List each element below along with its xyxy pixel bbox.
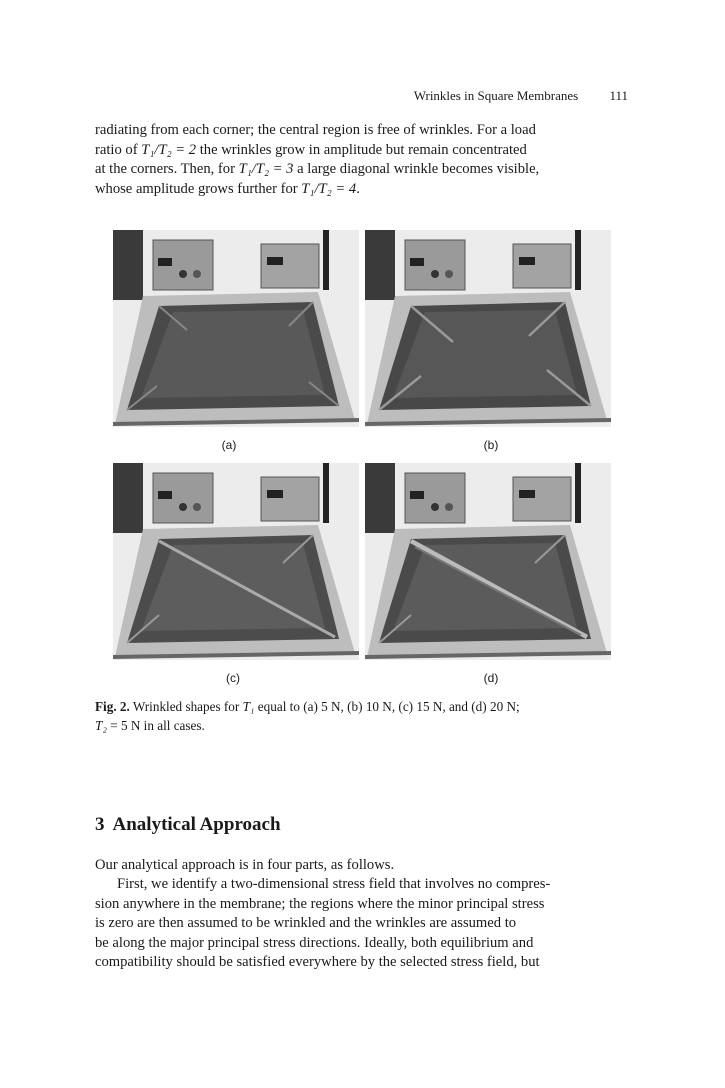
figure-panel-b [365, 230, 611, 427]
section-title: Analytical Approach [112, 814, 281, 835]
caption-text: equal to (a) 5 N, (b) 10 N, (c) 15 N, and (d) 20 N; [254, 699, 520, 714]
photo-membrane-b [365, 230, 611, 427]
text-span: radiating from each corner; the central region is free of wrinkles. For a load [95, 122, 536, 138]
text-line: is zero are then assumed to be wrinkled and the wrinkles are assumed to [95, 915, 517, 931]
panel-label-c: (c) [226, 671, 240, 685]
photo-membrane-c [113, 463, 359, 660]
text-line: be along the major principal stress directions. Ideally, both equilibrium and [95, 934, 534, 951]
text-span: . [356, 180, 360, 197]
photo-membrane-d [365, 463, 611, 660]
figure-caption [95, 697, 629, 735]
text-span: ratio of [95, 141, 142, 158]
text-line: Our analytical approach is in four parts, as follows. [95, 857, 395, 873]
math-inline: T₁/T₂ = 4 [301, 180, 357, 197]
math-inline: T₂ [95, 718, 107, 733]
panel-label-b: (b) [483, 438, 499, 452]
figure-label: Fig. 2. [95, 699, 130, 714]
text-line [95, 160, 629, 180]
caption-text: Wrinkled shapes for [129, 699, 243, 714]
intro-paragraph [95, 121, 629, 199]
text-line: compatibility should be satisfied everywhere by the selected stress field, but [95, 954, 540, 970]
math-inline: T₁/T₂ = 3 [238, 161, 294, 177]
text-line [95, 141, 629, 161]
running-head-title: Wrinkles in Square Membranes [413, 88, 579, 103]
math-inline: T₁/T₂ = 2 [141, 141, 197, 158]
photo-membrane-a [113, 230, 359, 427]
text-line [95, 121, 629, 141]
running-head [414, 88, 628, 104]
text-span: whose amplitude grows further for [95, 180, 302, 197]
page-number: 111 [609, 88, 628, 103]
section-paragraph-1 [95, 856, 629, 876]
text-span: a large diagonal wrinkle becomes visible, [293, 161, 540, 177]
text-line [95, 180, 629, 200]
text-span: the wrinkles grow in amplitude but remain concentrated [196, 141, 527, 158]
section-number: 3 [95, 814, 105, 835]
text-line: First, we identify a two-dimensional stress field that involves no compres- [117, 876, 551, 892]
figure-panel-a [113, 230, 359, 427]
text-span: at the corners. Then, for [95, 161, 239, 177]
figure-panel-d [365, 463, 611, 660]
section-paragraph-2 [95, 875, 629, 973]
figure-panel-c [113, 463, 359, 660]
caption-text: = 5 N in all cases. [106, 718, 205, 733]
panel-label-d: (d) [483, 671, 499, 685]
text-line: sion anywhere in the membrane; the regions where the minor principal stress [95, 895, 545, 912]
math-inline: T₁ [242, 699, 255, 714]
panel-label-a: (a) [221, 438, 237, 452]
section-heading [95, 814, 281, 836]
